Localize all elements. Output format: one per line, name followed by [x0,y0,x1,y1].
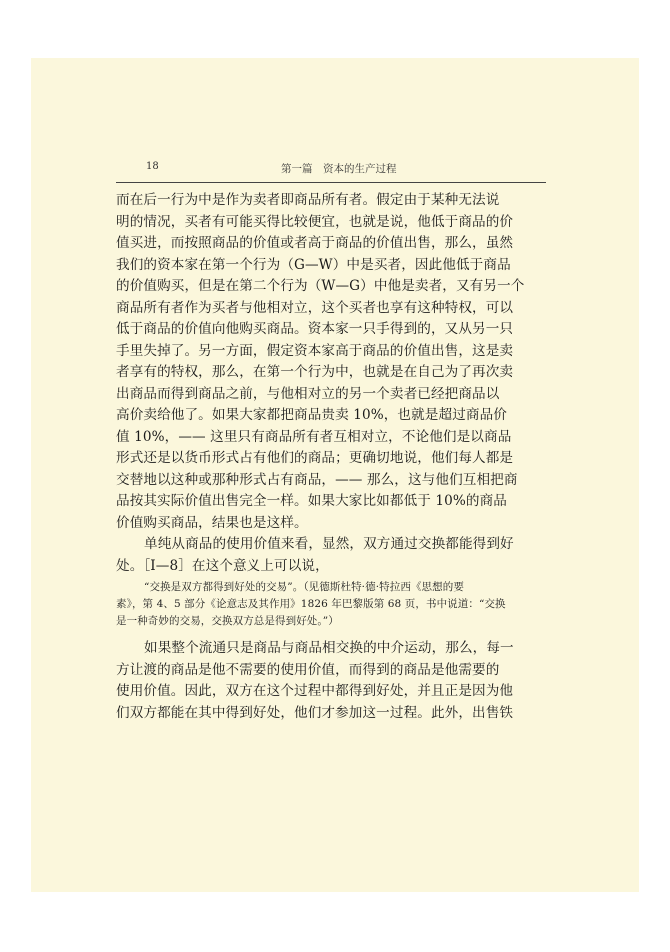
text-line: 值买进，而按照商品的价值或者高于商品的价值出售，那么，虽然 [116,235,514,251]
text-line: 明的情况，买者有可能买得比较便宜，也就是说，他低于商品的价 [116,213,514,230]
text-line: 低于商品的价值向他购买商品。资本家一只手得到的，又从另一只 [116,321,514,337]
text-line: 使用价值。因此，双方在这个过程中都得到好处，并且正是因为他 [116,683,514,699]
text-line: 如果整个流通只是商品与商品相交换的中介运动，那么，每一 [144,640,514,656]
note-line: “交换是双方都得到好处的交易”。（见德斯杜特·德·特拉西《思想的要 [144,581,464,593]
text-line: 商品所有者作为买者与他相对立，这个买者也享有这种特权，可以 [116,299,514,316]
running-title: 第一篇 资本的生产过程 [281,163,397,175]
note-line: 是一种奇妙的交易，交换双方总是得到好处。”） [116,615,339,627]
text-line: 高价卖给他了。如果大家都把商品贵卖 10%，也就是超过商品价 [116,407,507,423]
text-line: 形式还是以货币形式占有他们的商品；更确切地说，他们每人都是 [116,450,514,466]
text-line: 者享有的特权，那么，在第一个行为中，也就是在自己为了再次卖 [116,364,514,380]
text-line: 而在后一行为中是作为卖者即商品所有者。假定由于某种无法说 [116,192,500,208]
paragraph-1 [116,190,548,534]
text-line: 手里失掉了。另一方面，假定资本家高于商品的价值出售，这是卖 [116,342,514,359]
text-line: 处。［Ⅰ—8］在这个意义上可以说， [116,557,329,574]
page-header [116,161,546,179]
page-body [116,190,548,724]
text-line: 出商品而得到商品之前，与他相对立的另一个卖者已经把商品以 [116,385,500,402]
text-line: 交替地以这种或那种形式占有商品，—— 那么，这与他们互相把商 [116,471,518,488]
text-line: 单纯从商品的使用价值来看，显然，双方通过交换都能得到好 [144,536,514,552]
text-line: 品按其实际价值出售完全一样。如果大家比如都低于 10%的商品 [116,493,507,509]
page-number: 18 [146,161,159,172]
footnote-quote [116,579,548,630]
paragraph-2 [116,534,548,577]
note-line: 素》，第 4、5 部分《论意志及其作用》1826 年巴黎版第 68 页，书中说道：“交换 [116,598,506,610]
paragraph-3 [116,638,548,724]
text-line: 方让渡的商品是他不需要的使用价值，而得到的商品是他需要的 [116,661,500,678]
text-line: 我们的资本家在第一个行为（G—W）中是买者，因此他低于商品 [116,256,511,273]
text-line: 的价值购买，但是在第二个行为（W—G）中他是卖者，又有另一个 [116,278,525,294]
text-line: 值 10%，—— 这里只有商品所有者互相对立，不论他们是以商品 [116,428,512,445]
text-line: 价值购买商品，结果也是这样。 [116,514,308,531]
text-line: 们双方都能在其中得到好处，他们才参加这一过程。此外，出售铁 [116,704,514,721]
header-rule [116,182,546,183]
